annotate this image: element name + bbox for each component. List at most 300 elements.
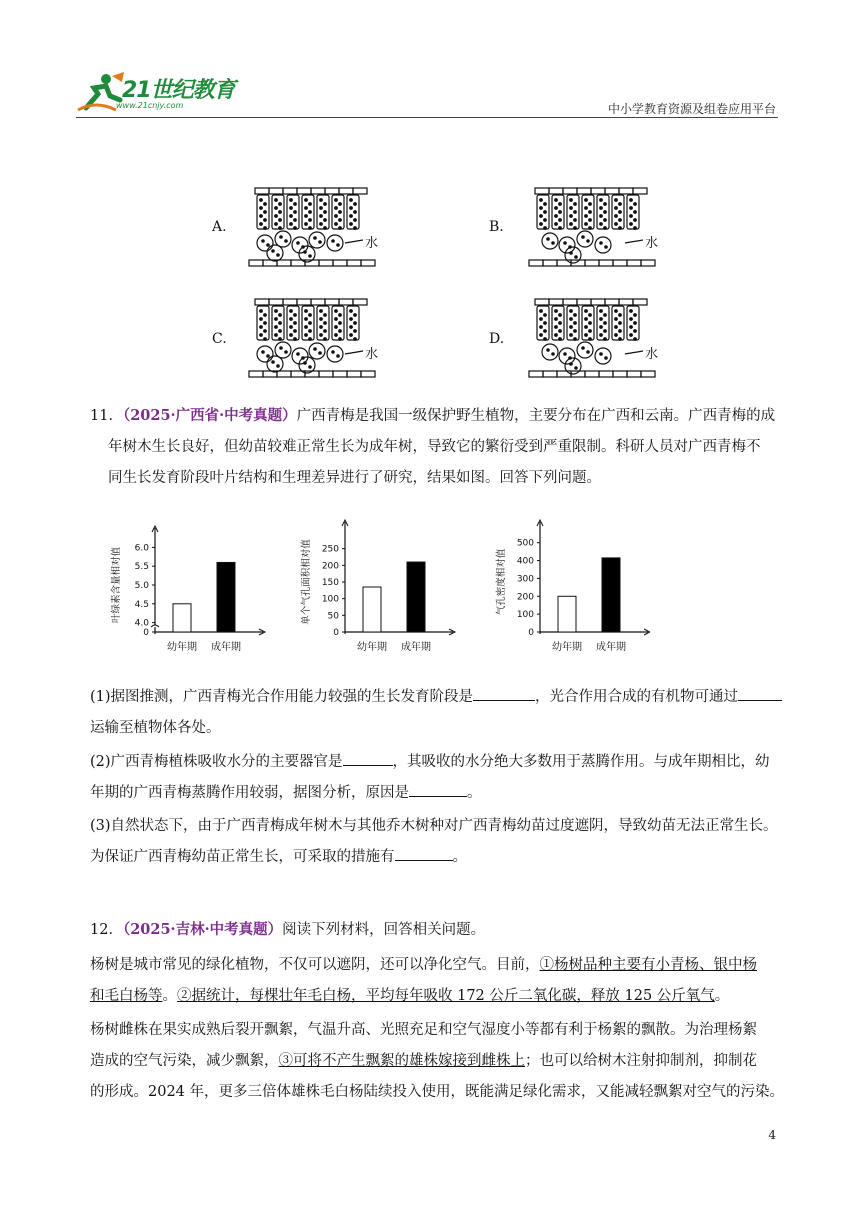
chloroplast <box>260 215 263 218</box>
chloroplast <box>294 314 297 317</box>
chloroplast <box>570 252 572 254</box>
palisade-cell <box>597 195 609 229</box>
chloroplast <box>319 352 321 354</box>
chloroplast <box>304 362 306 364</box>
chloroplast <box>630 199 633 202</box>
chloroplast <box>275 207 278 210</box>
chloroplast <box>630 326 633 329</box>
epidermis-cell <box>339 299 353 305</box>
chloroplast <box>275 310 278 313</box>
leaf-figure-c <box>245 296 390 381</box>
q11-p3-text-c: 。 <box>452 849 467 865</box>
q12-m1-underline-1: ①杨树品种主要有小青杨、银中杨 <box>539 957 757 973</box>
q12-m1-underline-1b: 和毛白杨等 <box>90 988 163 1004</box>
y-tick-label: 0 <box>333 628 339 638</box>
chloroplast <box>335 199 338 202</box>
chloroplast <box>544 211 547 214</box>
chloroplast <box>615 310 618 313</box>
chloroplast <box>324 322 327 325</box>
chloroplast <box>279 338 282 341</box>
bar-1 <box>602 558 620 632</box>
pointer-line <box>625 240 643 243</box>
chloroplast <box>570 223 573 226</box>
chloroplast <box>570 199 573 202</box>
bar-0 <box>558 596 576 632</box>
chloroplast <box>574 211 577 214</box>
chloroplast <box>619 203 622 206</box>
chloroplast <box>350 310 353 313</box>
q12-m1-underline-2: ②据统计，每棵壮年毛白杨，平均每年吸收 172 公斤二氧化碳，释放 125 公斤氧气 <box>177 988 715 1004</box>
x-tick-label: 成年期 <box>401 642 431 653</box>
palisade-cell <box>332 306 344 340</box>
chloroplast <box>320 199 323 202</box>
chloroplast <box>589 338 592 341</box>
epidermis-cell <box>325 299 339 305</box>
chloroplast <box>294 219 297 222</box>
chloroplast <box>634 219 637 222</box>
chloroplast <box>324 330 327 333</box>
chloroplast <box>587 351 589 353</box>
chloroplast <box>260 326 263 329</box>
q11-p1-text-a: (1)据图推测，广西青梅光合作用能力较强的生长发育阶段是 <box>90 689 474 705</box>
chloroplast <box>294 330 297 333</box>
epidermis-cell <box>311 299 325 305</box>
chloroplast <box>615 318 618 321</box>
chloroplast <box>619 211 622 214</box>
chloroplast <box>619 338 622 341</box>
chloroplast <box>354 338 357 341</box>
q11-p1-text-b: ，光合作用合成的有机物可通过 <box>535 689 739 705</box>
chloroplast <box>262 351 264 353</box>
chloroplast <box>570 215 573 218</box>
chloroplast <box>314 348 316 350</box>
epidermis-cell <box>529 371 543 377</box>
chloroplast <box>280 347 282 349</box>
chloroplast <box>264 330 267 333</box>
water-label: 水 <box>645 347 659 362</box>
epidermis-cell <box>591 299 605 305</box>
chloroplast <box>604 338 607 341</box>
chloroplast <box>305 215 308 218</box>
chloroplast <box>337 244 339 246</box>
y-tick-label: 100 <box>516 610 534 621</box>
epidermis-cell <box>269 188 283 194</box>
q11-p1-blank-1[interactable] <box>473 686 535 701</box>
y-tick-label: 50 <box>327 611 339 622</box>
chloroplast <box>585 207 588 210</box>
chloroplast <box>297 242 299 244</box>
chloroplast <box>324 219 327 222</box>
chloroplast <box>619 314 622 317</box>
chloroplast <box>544 219 547 222</box>
chloroplast <box>574 227 577 230</box>
q11-part1-line2: 运输至植物体各处。 <box>90 720 221 736</box>
option-a-label: A. <box>212 219 227 235</box>
leaf-structure <box>529 299 655 377</box>
chloroplast <box>305 199 308 202</box>
epidermis-cell <box>255 188 269 194</box>
chloroplast <box>305 207 308 210</box>
epidermis-cell <box>605 299 619 305</box>
chloroplast <box>354 314 357 317</box>
q12-m2-text-b: 造成的空气污染，减少飘絮， <box>90 1053 279 1069</box>
chloroplast <box>564 242 566 244</box>
chloroplast <box>272 361 274 363</box>
chloroplast <box>280 236 282 238</box>
epidermis-cell <box>535 188 549 194</box>
y-tick-label: 200 <box>321 561 339 572</box>
spongy-cell <box>595 348 611 364</box>
chloroplast <box>555 207 558 210</box>
epidermis-cell <box>577 188 591 194</box>
page-number: 4 <box>768 1128 776 1142</box>
chloroplast <box>354 203 357 206</box>
chloroplast <box>615 326 618 329</box>
y-tick-label: 5.0 <box>134 581 149 591</box>
chloroplast <box>339 203 342 206</box>
palisade-cell <box>317 195 329 229</box>
chloroplast <box>324 314 327 317</box>
chloroplast <box>350 199 353 202</box>
epidermis-cell <box>361 260 375 266</box>
chloroplast <box>544 338 547 341</box>
chloroplast <box>314 237 316 239</box>
q11-stem-line1 <box>90 402 790 430</box>
palisade-cell <box>272 195 284 229</box>
chloroplast <box>309 203 312 206</box>
chloroplast <box>547 238 549 240</box>
axis-break-mark <box>151 625 159 627</box>
chloroplast <box>570 326 573 329</box>
chloroplast <box>290 318 293 321</box>
chloroplast <box>320 223 323 226</box>
chloroplast <box>339 338 342 341</box>
q11-p2-text-c: 年期的广西青梅蒸腾作用较弱，据图分析，原因是 <box>90 785 409 801</box>
y-tick-label: 100 <box>321 594 339 605</box>
y-axis-label: 气孔密度相对值 <box>496 548 507 616</box>
palisade-cell <box>582 195 594 229</box>
epidermis-cell <box>633 188 647 194</box>
chloroplast <box>304 251 306 253</box>
q11-part1-line1 <box>90 683 790 711</box>
palisade-cell <box>287 306 299 340</box>
epidermis-cell <box>619 299 633 305</box>
palisade-cell <box>612 195 624 229</box>
q11-stem-line3: 同生长发育阶段叶片结构和生理差异进行了研究，结果如图。回答下列问题。 <box>108 470 601 486</box>
y-axis-label: 叶绿素含量相对值 <box>111 546 122 624</box>
chloroplast <box>600 318 603 321</box>
palisade-cell <box>567 195 579 229</box>
header-divider <box>76 117 778 118</box>
chloroplast <box>324 227 327 230</box>
chloroplast <box>354 211 357 214</box>
chloroplast <box>630 215 633 218</box>
pointer-line <box>345 351 363 354</box>
x-tick-label: 幼年期 <box>167 642 197 653</box>
chloroplast <box>339 219 342 222</box>
epidermis-cell <box>249 260 263 266</box>
spongy-cell <box>309 343 325 359</box>
chloroplast <box>634 338 637 341</box>
epidermis-cell <box>641 371 655 377</box>
water-label: 水 <box>645 236 659 251</box>
spongy-cell <box>309 232 325 248</box>
chloroplast <box>320 207 323 210</box>
palisade-cell <box>552 306 564 340</box>
chloroplast <box>585 199 588 202</box>
spongy-cell <box>542 233 558 249</box>
chloroplast <box>589 322 592 325</box>
leaf-structure <box>249 188 375 266</box>
epidermis-cell <box>585 260 599 266</box>
epidermis-cell <box>347 260 361 266</box>
y-tick-label: 150 <box>321 578 339 588</box>
leaf-figure-b <box>525 185 670 270</box>
chloroplast <box>559 211 562 214</box>
epidermis-cell <box>557 371 571 377</box>
bar-1 <box>217 562 235 632</box>
q12-material2-line3: 的形成。2024 年，更多三倍体雄株毛白杨陆续投入使用，既能满足绿化需求，又能减轻飘絮对空气的污染。 <box>90 1084 785 1100</box>
chloroplast <box>604 219 607 222</box>
chloroplast <box>600 334 603 337</box>
chloroplast <box>544 330 547 333</box>
chloroplast <box>309 322 312 325</box>
chloroplast <box>332 240 334 242</box>
q12-number: 12． <box>90 922 123 938</box>
chloroplast <box>260 199 263 202</box>
q11-source: （2025·广西省·中考真题） <box>122 407 297 424</box>
chloroplast <box>262 240 264 242</box>
chloroplast <box>350 326 353 329</box>
chloroplast <box>559 338 562 341</box>
q12-material1-line1 <box>90 951 790 979</box>
y-tick-label: 4.5 <box>134 599 149 610</box>
chloroplast <box>555 334 558 337</box>
chloroplast <box>585 215 588 218</box>
q12-m1-text-b: 。 <box>162 988 177 1004</box>
spongy-cell <box>275 231 291 247</box>
chloroplast <box>574 330 577 333</box>
chloroplast <box>264 314 267 317</box>
chloroplast <box>264 322 267 325</box>
spongy-cell <box>542 344 558 360</box>
q11-p2-text-d: 。 <box>467 785 482 801</box>
chloroplast <box>335 223 338 226</box>
epidermis-cell <box>585 371 599 377</box>
chloroplast <box>305 318 308 321</box>
epidermis-cell <box>633 299 647 305</box>
chloroplast <box>305 310 308 313</box>
chloroplast <box>267 355 269 357</box>
chloroplast <box>630 318 633 321</box>
chloroplast <box>260 334 263 337</box>
chloroplast <box>264 203 267 206</box>
chloroplast <box>339 314 342 317</box>
chloroplast <box>619 322 622 325</box>
chloroplast <box>555 199 558 202</box>
palisade-cell <box>552 195 564 229</box>
chloroplast <box>540 207 543 210</box>
chloroplast <box>559 227 562 230</box>
epidermis-cell <box>339 188 353 194</box>
chloroplast <box>570 334 573 337</box>
chloroplast <box>272 250 274 252</box>
y-tick-label: 500 <box>516 538 534 549</box>
chloroplast <box>559 322 562 325</box>
epidermis-cell <box>529 260 543 266</box>
chloroplast <box>555 215 558 218</box>
chloroplast <box>589 227 592 230</box>
chloroplast <box>290 215 293 218</box>
chloroplast <box>630 334 633 337</box>
chloroplast <box>575 367 577 369</box>
q11-p2-blank-1[interactable] <box>343 751 393 766</box>
epidermis-cell <box>599 260 613 266</box>
x-tick-label: 成年期 <box>211 642 241 653</box>
spongy-cell <box>267 356 283 372</box>
chloroplast <box>570 363 572 365</box>
chloroplast <box>339 211 342 214</box>
q12-m2-text-c: ；也可以给树木注射抑制剂，抑制花 <box>525 1053 757 1069</box>
chloroplast <box>619 227 622 230</box>
palisade-cell <box>537 306 549 340</box>
epidermis-cell <box>591 188 605 194</box>
y-tick-label: 400 <box>516 556 534 567</box>
chart-stomata-density <box>490 512 650 660</box>
chloroplast <box>615 223 618 226</box>
chloroplast <box>555 318 558 321</box>
q12-material2-line1: 杨树雌株在果实成熟后裂开飘絮，气温升高、光照充足和空气湿度小等都有利于杨絮的飘散。为治理杨絮 <box>90 1022 757 1038</box>
chloroplast <box>320 318 323 321</box>
chloroplast <box>559 314 562 317</box>
chloroplast <box>604 314 607 317</box>
epidermis-cell <box>353 188 367 194</box>
chloroplast <box>589 330 592 333</box>
palisade-cell <box>257 195 269 229</box>
chloroplast <box>564 353 566 355</box>
chloroplast <box>582 236 584 238</box>
epidermis-cell <box>563 299 577 305</box>
palisade-cell <box>317 306 329 340</box>
spongy-cell <box>595 237 611 253</box>
chloroplast <box>335 334 338 337</box>
palisade-cell <box>347 195 359 229</box>
q11-stem-1: 广西青梅是我国一级保护野生植物，主要分布在广西和云南。广西青梅的成 <box>296 408 776 424</box>
palisade-cell <box>332 195 344 229</box>
epidermis-cell <box>249 371 263 377</box>
chloroplast <box>615 215 618 218</box>
chloroplast <box>354 219 357 222</box>
leaf-structure <box>249 299 375 377</box>
chloroplast <box>600 326 603 329</box>
chloroplast <box>589 219 592 222</box>
q11-stem-line2: 年树木生长良好，但幼苗较难正常生长为成年树，导致它的繁衍受到严重限制。科研人员对广西青梅不 <box>108 439 761 455</box>
palisade-cell <box>597 306 609 340</box>
epidermis-cell <box>255 299 269 305</box>
epidermis-cell <box>543 260 557 266</box>
chloroplast <box>630 310 633 313</box>
chloroplast <box>275 199 278 202</box>
epidermis-cell <box>535 299 549 305</box>
chloroplast <box>589 203 592 206</box>
chloroplast <box>335 318 338 321</box>
palisade-cell <box>302 195 314 229</box>
chloroplast <box>544 227 547 230</box>
chloroplast <box>335 215 338 218</box>
chloroplast <box>332 351 334 353</box>
epidermis-cell <box>557 260 571 266</box>
epidermis-cell <box>277 371 291 377</box>
chloroplast <box>574 338 577 341</box>
chloroplast <box>350 215 353 218</box>
y-tick-label: 5.5 <box>134 562 149 573</box>
chloroplast <box>324 203 327 206</box>
chloroplast <box>600 242 602 244</box>
q11-p2-blank-2[interactable] <box>409 782 467 797</box>
epidermis-cell <box>319 260 333 266</box>
palisade-cell <box>287 195 299 229</box>
water-label: 水 <box>365 347 379 362</box>
chloroplast <box>582 347 584 349</box>
chloroplast <box>275 223 278 226</box>
chloroplast <box>540 199 543 202</box>
q11-p2-text-b: ，其吸收的水分绝大多数用于蒸腾作用。与成年期相比，幼 <box>392 754 770 770</box>
chloroplast <box>290 199 293 202</box>
chloroplast <box>275 318 278 321</box>
y-tick-label: 6.0 <box>134 543 149 554</box>
chloroplast <box>559 330 562 333</box>
bar-1 <box>407 562 425 632</box>
q12-material2-line2 <box>90 1047 800 1075</box>
spongy-cell <box>275 342 291 358</box>
chloroplast <box>555 223 558 226</box>
chloroplast <box>279 227 282 230</box>
chloroplast <box>540 223 543 226</box>
chloroplast <box>279 314 282 317</box>
q11-part2-line2 <box>90 779 482 807</box>
chloroplast <box>275 215 278 218</box>
chloroplast <box>354 330 357 333</box>
chloroplast <box>615 199 618 202</box>
chart-chlorophyll <box>105 520 270 660</box>
chloroplast <box>634 322 637 325</box>
epidermis-cell <box>297 188 311 194</box>
chloroplast <box>604 211 607 214</box>
chloroplast <box>587 240 589 242</box>
chloroplast <box>585 310 588 313</box>
q11-p1-blank-2[interactable] <box>738 686 782 701</box>
chloroplast <box>600 223 603 226</box>
chloroplast <box>574 314 577 317</box>
y-axis-label: 单个气孔面积相对值 <box>301 539 312 625</box>
epidermis-cell <box>325 188 339 194</box>
chloroplast <box>309 330 312 333</box>
leaf-figure-d <box>525 296 670 381</box>
palisade-cell <box>612 306 624 340</box>
epidermis-cell <box>297 299 311 305</box>
chloroplast <box>354 322 357 325</box>
chloroplast <box>350 223 353 226</box>
chloroplast <box>264 227 267 230</box>
chloroplast <box>575 256 577 258</box>
chloroplast <box>294 338 297 341</box>
q11-p3-blank[interactable] <box>395 846 453 861</box>
epidermis-cell <box>641 260 655 266</box>
chloroplast <box>279 211 282 214</box>
chloroplast <box>585 223 588 226</box>
chloroplast <box>589 211 592 214</box>
epidermis-cell <box>613 371 627 377</box>
